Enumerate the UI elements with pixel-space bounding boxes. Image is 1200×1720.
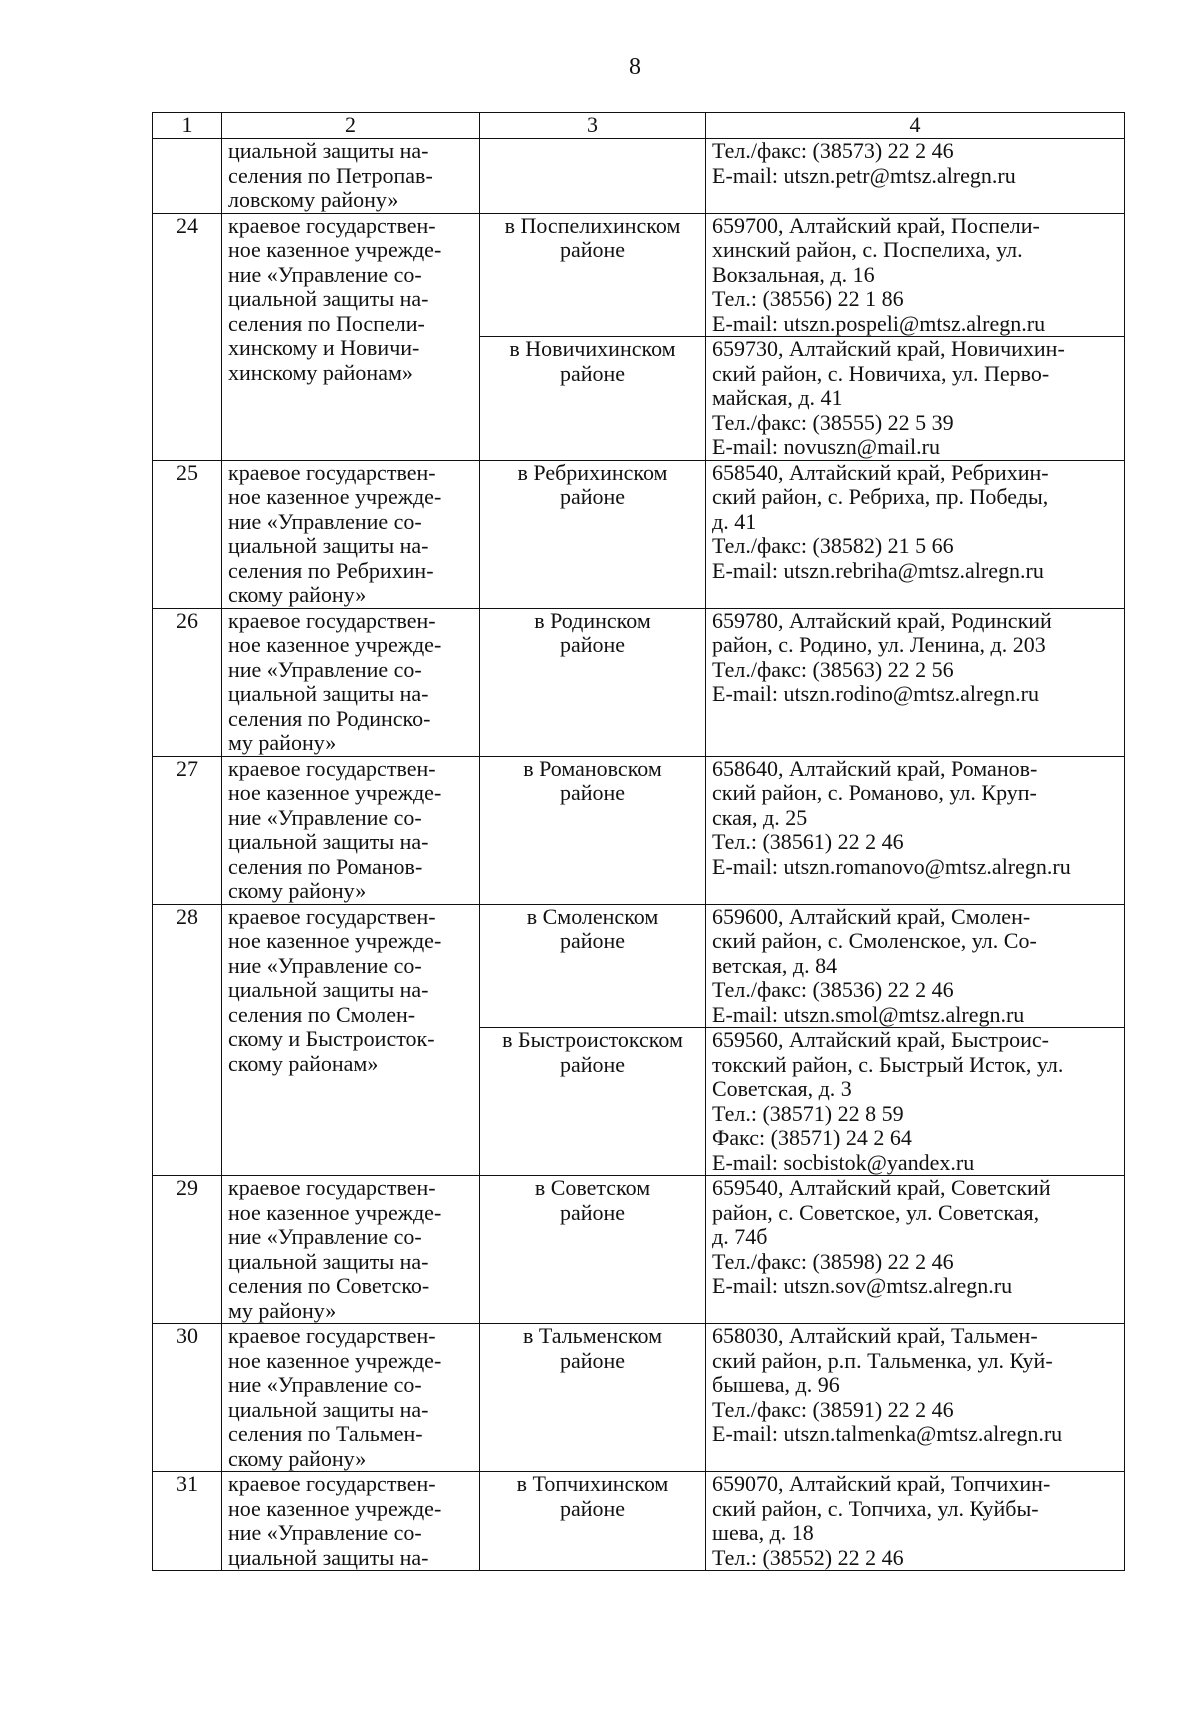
table-row: [153, 904, 1125, 1028]
address-cell: [706, 1028, 1125, 1176]
page-number: 8: [629, 54, 641, 80]
row-number: 30: [153, 1324, 222, 1472]
organization-line: скому району»: [228, 582, 367, 607]
organization-line: краевое государствен-: [228, 212, 436, 238]
district-line: районе: [559, 484, 626, 509]
address-line: 658540, Алтайский край, Ребрихин-: [712, 459, 1049, 485]
organization-line: ние «Управление со-: [228, 804, 422, 830]
district-line: районе: [559, 1495, 626, 1521]
organization-line: скому и Быстроисток-: [228, 1026, 435, 1051]
district-line: в Топчихинском: [516, 1471, 669, 1496]
district-line: районе: [559, 1347, 626, 1373]
address-line: Тел./факс: (38555) 22 5 39: [712, 409, 954, 435]
address-line: район, с. Советское, ул. Советская,: [712, 1199, 1040, 1225]
address-line: Тел.: (38561) 22 2 46: [712, 829, 904, 854]
address-line: бышева, д. 96: [712, 1372, 840, 1397]
address-line: район, с. Родино, ул. Ленина, д. 203: [712, 632, 1046, 657]
district-cell: [480, 904, 706, 1028]
address-line: E-mail: utszn.romanovo@mtsz.alregn.ru: [712, 853, 1071, 879]
table-row: [153, 213, 1125, 337]
organization-line: му району»: [228, 730, 337, 755]
table-header-row: [153, 113, 1125, 139]
address-line: E-mail: utszn.talmenka@mtsz.alregn.ru: [712, 1421, 1063, 1446]
row-number: 28: [153, 904, 222, 1176]
district-line: в Новичихинском: [509, 336, 676, 361]
address-line: Тел./факс: (38598) 22 2 46: [712, 1248, 954, 1274]
address-cell: [706, 756, 1125, 904]
organization-line: ние «Управление со-: [228, 1520, 422, 1545]
organization-line: селения по Поспели-: [228, 310, 425, 336]
address-line: Тел./факс: (38536) 22 2 46: [712, 977, 954, 1002]
organization-line: скому району»: [228, 1445, 367, 1471]
organization-line: ние «Управление со-: [228, 952, 422, 978]
address-line: ская, д. 25: [712, 804, 808, 830]
organization-line: селения по Смолен-: [228, 1001, 416, 1027]
offices-table: [152, 112, 1125, 1571]
address-line: Тел.: (38552) 22 2 46: [712, 1544, 904, 1570]
organization-line: циальной защиты на-: [228, 533, 429, 558]
district-cell: [480, 337, 706, 461]
organization-line: циальной защиты на-: [228, 1248, 429, 1274]
organization-line: краевое государствен-: [228, 607, 436, 633]
organization-cell: [222, 1176, 480, 1324]
address-line: 659540, Алтайский край, Советский: [712, 1175, 1051, 1200]
address-line: Тел./факс: (38563) 22 2 56: [712, 656, 954, 682]
organization-cell: [222, 213, 480, 460]
district-line: районе: [559, 1051, 626, 1077]
address-line: Тел./факс: (38573) 22 2 46: [712, 138, 954, 163]
address-line: Тел./факс: (38591) 22 2 46: [712, 1396, 954, 1422]
district-cell: [480, 608, 706, 756]
organization-line: краевое государствен-: [228, 459, 436, 485]
address-line: 659730, Алтайский край, Новичихин-: [712, 336, 1065, 361]
address-cell: [706, 460, 1125, 608]
district-cell: [480, 1472, 706, 1571]
address-line: 658030, Алтайский край, Тальмен-: [712, 1323, 1038, 1348]
district-line: районе: [559, 780, 626, 805]
address-line: д. 74б: [712, 1224, 768, 1249]
address-line: E-mail: utszn.petr@mtsz.alregn.ru: [712, 162, 1016, 188]
organization-line: селения по Романов-: [228, 853, 423, 879]
district-line: в Советском: [534, 1175, 651, 1200]
address-line: ский район, р.п. Тальменка, ул. Куй-: [712, 1347, 1053, 1373]
header-col-4: 4: [706, 113, 1125, 139]
address-line: шева, д. 18: [712, 1520, 814, 1545]
organization-line: ние «Управление со-: [228, 508, 422, 534]
organization-line: хинскому районам»: [228, 359, 413, 385]
district-line: в Ребрихинском: [517, 459, 668, 485]
organization-line: скому району»: [228, 878, 367, 903]
district-line: районе: [559, 1199, 626, 1225]
row-number: 26: [153, 608, 222, 756]
number-cell: [153, 139, 222, 214]
organization-line: краевое государствен-: [228, 1323, 436, 1348]
address-cell: [706, 904, 1125, 1028]
organization-cell: [222, 608, 480, 756]
organization-cell: [222, 139, 480, 214]
organization-line: ное казенное учрежде-: [228, 1199, 442, 1225]
organization-line: циальной защиты на-: [228, 138, 429, 163]
address-line: Советская, д. 3: [712, 1076, 852, 1101]
district-line: в Быстроистокском: [502, 1027, 683, 1052]
organization-line: селения по Родинско-: [228, 705, 431, 731]
row-number: 29: [153, 1176, 222, 1324]
organization-line: циальной защиты на-: [228, 1544, 429, 1570]
organization-line: ное казенное учрежде-: [228, 928, 442, 953]
address-line: 659780, Алтайский край, Родинский: [712, 607, 1052, 633]
organization-line: циальной защиты на-: [228, 829, 429, 854]
organization-line: селения по Ребрихин-: [228, 557, 434, 583]
organization-cell: [222, 460, 480, 608]
row-number: 25: [153, 460, 222, 608]
organization-line: ние «Управление со-: [228, 261, 422, 287]
organization-line: ние «Управление со-: [228, 656, 422, 682]
district-cell: [480, 1028, 706, 1176]
header-col-1: 1: [153, 113, 222, 139]
table-row: [153, 1176, 1125, 1324]
offices-table-body: [153, 113, 1125, 1571]
organization-line: ловскому району»: [228, 187, 399, 212]
organization-line: ное казенное учрежде-: [228, 780, 442, 805]
organization-cell: [222, 904, 480, 1176]
organization-line: ное казенное учрежде-: [228, 1347, 442, 1373]
organization-line: селения по Петропав-: [228, 162, 433, 188]
address-line: ский район, с. Ребриха, пр. Победы,: [712, 484, 1049, 509]
organization-line: ние «Управление со-: [228, 1372, 422, 1397]
address-line: ский район, с. Смоленское, ул. Со-: [712, 928, 1037, 953]
address-line: ский район, с. Топчиха, ул. Куйбы-: [712, 1495, 1039, 1521]
organization-line: ное казенное учрежде-: [228, 632, 442, 657]
table-row: [153, 460, 1125, 608]
address-line: Тел.: (38556) 22 1 86: [712, 286, 904, 311]
address-line: E-mail: novuszn@mail.ru: [712, 434, 940, 459]
address-line: ветская, д. 84: [712, 952, 838, 978]
address-line: 659600, Алтайский край, Смолен-: [712, 903, 1031, 929]
district-line: районе: [559, 632, 626, 657]
address-line: E-mail: utszn.sov@mtsz.alregn.ru: [712, 1273, 1013, 1298]
address-line: E-mail: utszn.pospeli@mtsz.alregn.ru: [712, 310, 1046, 336]
address-line: ский район, с. Новичиха, ул. Перво-: [712, 360, 1050, 386]
row-number: 27: [153, 756, 222, 904]
address-line: Тел.: (38571) 22 8 59: [712, 1100, 904, 1126]
table-row: [153, 1472, 1125, 1571]
address-line: E-mail: socbistok@yandex.ru: [712, 1149, 975, 1175]
organization-line: селения по Советско-: [228, 1273, 430, 1298]
district-line: в Родинском: [534, 607, 651, 633]
address-line: 659070, Алтайский край, Топчихин-: [712, 1471, 1051, 1496]
district-line: в Тальменском: [522, 1323, 663, 1348]
address-line: 659560, Алтайский край, Быстроис-: [712, 1027, 1049, 1052]
address-cell: [706, 1324, 1125, 1472]
district-line: в Поспелихинском: [504, 212, 681, 238]
organization-line: селения по Тальмен-: [228, 1421, 423, 1446]
address-line: 658640, Алтайский край, Романов-: [712, 755, 1038, 781]
address-line: хинский район, с. Поспелиха, ул.: [712, 237, 1023, 262]
organization-cell: [222, 1472, 480, 1571]
organization-line: циальной защиты на-: [228, 681, 429, 706]
organization-line: хинскому и Новичи-: [228, 335, 420, 360]
organization-line: ное казенное учрежде-: [228, 484, 442, 509]
organization-line: циальной защиты на-: [228, 1396, 429, 1422]
district-line: в Романовском: [523, 755, 662, 781]
address-line: Факс: (38571) 24 2 64: [712, 1125, 912, 1150]
organization-line: краевое государствен-: [228, 1471, 436, 1496]
district-cell: [480, 1324, 706, 1472]
address-line: E-mail: utszn.rodino@mtsz.alregn.ru: [712, 681, 1039, 706]
organization-line: краевое государствен-: [228, 1175, 436, 1200]
address-cell: [706, 213, 1125, 337]
district-line: районе: [559, 928, 626, 953]
address-line: E-mail: utszn.rebriha@mtsz.alregn.ru: [712, 557, 1044, 583]
table-row: [153, 608, 1125, 756]
address-line: ский район, с. Романово, ул. Круп-: [712, 780, 1037, 805]
continuation-row: [153, 139, 1125, 214]
organization-line: ное казенное учрежде-: [228, 237, 442, 262]
organization-line: краевое государствен-: [228, 903, 436, 929]
address-line: майская, д. 41: [712, 385, 843, 410]
address-cell: [706, 337, 1125, 461]
organization-cell: [222, 756, 480, 904]
district-cell: [480, 1176, 706, 1324]
district-cell: [480, 756, 706, 904]
header-col-3: 3: [480, 113, 706, 139]
row-number: 31: [153, 1472, 222, 1571]
address-line: токский район, с. Быстрый Исток, ул.: [712, 1051, 1064, 1077]
header-col-2: 2: [222, 113, 480, 139]
organization-line: циальной защиты на-: [228, 286, 429, 311]
district-line: районе: [559, 237, 626, 262]
address-cell: [706, 608, 1125, 756]
row-number: 24: [153, 213, 222, 460]
address-line: Вокзальная, д. 16: [712, 261, 875, 287]
organization-line: му району»: [228, 1297, 337, 1323]
organization-line: ние «Управление со-: [228, 1224, 422, 1249]
address-line: E-mail: utszn.smol@mtsz.alregn.ru: [712, 1001, 1025, 1027]
district-cell: [480, 139, 706, 214]
address-line: Тел./факс: (38582) 21 5 66: [712, 533, 954, 558]
address-cell: [706, 1472, 1125, 1571]
organization-line: ное казенное учрежде-: [228, 1495, 442, 1521]
table-row: [153, 756, 1125, 904]
district-cell: [480, 460, 706, 608]
district-cell: [480, 213, 706, 337]
district-line: районе: [559, 360, 626, 386]
address-line: д. 41: [712, 508, 757, 534]
organization-line: циальной защиты на-: [228, 977, 429, 1002]
table-row: [153, 1324, 1125, 1472]
organization-cell: [222, 1324, 480, 1472]
organization-line: скому районам»: [228, 1050, 379, 1076]
address-cell: [706, 1176, 1125, 1324]
district-line: в Смоленском: [526, 903, 659, 929]
address-line: 659700, Алтайский край, Поспели-: [712, 212, 1040, 238]
address-cell: [706, 139, 1125, 214]
organization-line: краевое государствен-: [228, 755, 436, 781]
